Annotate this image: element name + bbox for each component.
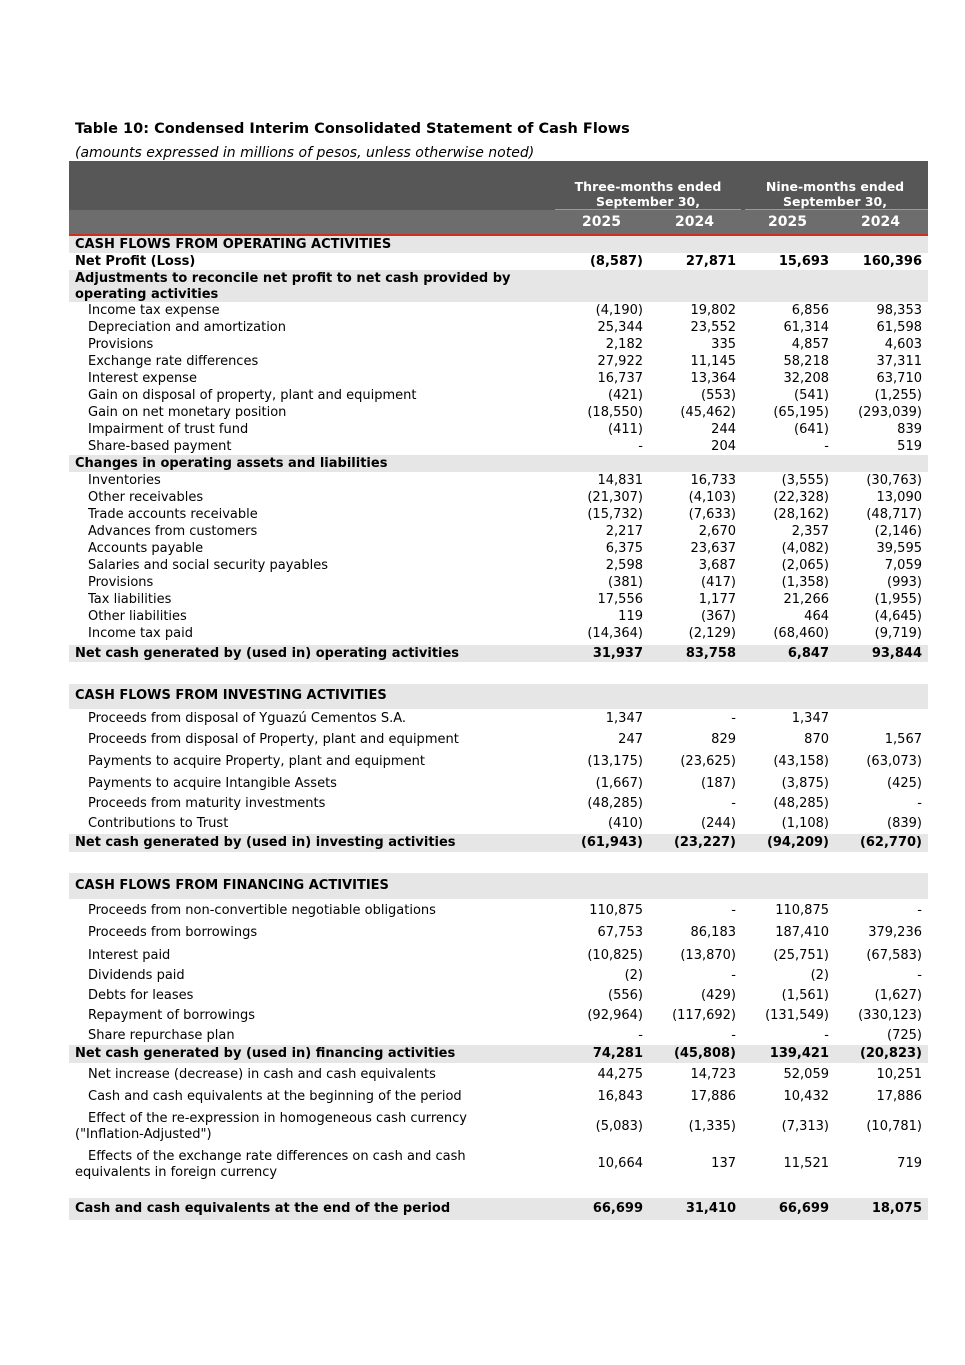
row-value: (3,875) [781, 776, 829, 791]
row-value: (4,103) [688, 490, 736, 505]
row-value: 17,556 [597, 592, 643, 607]
row-value: 13,090 [876, 490, 922, 505]
row-value: 839 [897, 422, 922, 437]
row-value: 2,217 [605, 524, 643, 539]
row-value: - [731, 903, 736, 918]
row-value: 6,856 [791, 303, 829, 318]
row-value: - [917, 968, 922, 983]
row-value: (1,108) [781, 816, 829, 831]
section-header-row [69, 684, 928, 709]
table-header [69, 161, 928, 236]
row-label: Provisions [88, 575, 154, 590]
row-value: 1,347 [605, 711, 643, 726]
table-row [69, 591, 928, 608]
row-value: (839) [887, 816, 922, 831]
row-value: 4,857 [791, 337, 829, 352]
row-label: Other receivables [88, 490, 204, 505]
row-label: Contributions to Trust [88, 816, 229, 831]
row-label: Tax liabilities [88, 592, 172, 607]
row-value: 25,344 [597, 320, 643, 335]
table-subtitle: (amounts expressed in millions of pesos, unless otherwise noted) [75, 145, 535, 161]
row-value: (541) [794, 388, 829, 403]
table-row [69, 709, 928, 729]
row-label: Trade accounts receivable [88, 507, 258, 522]
row-label: Net cash generated by (used in) investing activities [75, 835, 456, 850]
row-value: (9,719) [874, 626, 922, 641]
table-row [69, 302, 928, 319]
row-value: 204 [711, 439, 736, 454]
row-value: - [917, 903, 922, 918]
total-row [69, 1198, 928, 1220]
row-value: 16,737 [597, 371, 643, 386]
row-value: 244 [711, 422, 736, 437]
section-header-row [69, 236, 928, 253]
table-row [69, 506, 928, 523]
row-label: Share repurchase plan [88, 1028, 235, 1043]
table-row [69, 574, 928, 591]
row-value: (187) [701, 776, 736, 791]
table-title: Table 10: Condensed Interim Consolidated Statement of Cash Flows [75, 121, 630, 137]
table-row [69, 253, 928, 270]
row-value: (8,587) [589, 254, 643, 269]
row-value: 11,521 [783, 1156, 829, 1171]
table-row [69, 608, 928, 625]
row-value: (1,335) [688, 1119, 736, 1134]
section-header-row [69, 270, 928, 302]
row-label: Proceeds from maturity investments [88, 796, 326, 811]
row-label: CASH FLOWS FROM INVESTING ACTIVITIES [75, 688, 387, 703]
row-label: Income tax paid [88, 626, 193, 641]
row-value: (65,195) [773, 405, 829, 420]
row-value: (22,328) [773, 490, 829, 505]
row-value: 18,075 [871, 1201, 922, 1216]
row-value: (410) [608, 816, 643, 831]
row-label: Interest paid [88, 948, 171, 963]
row-value: 17,886 [876, 1089, 922, 1104]
table-row [69, 1146, 928, 1182]
row-value: 2,357 [791, 524, 829, 539]
row-value: (63,073) [866, 754, 922, 769]
row-value: 7,059 [884, 558, 922, 573]
row-value: 519 [897, 439, 922, 454]
row-label: Gain on net monetary position [88, 405, 287, 420]
row-value: 719 [897, 1156, 922, 1171]
row-value: (131,549) [765, 1008, 829, 1023]
row-value: 31,410 [685, 1201, 736, 1216]
row-value: 10,664 [597, 1156, 643, 1171]
row-value: 13,364 [690, 371, 736, 386]
row-value: (411) [608, 422, 643, 437]
row-label: Adjustments to reconcile net profit to net cash provided by operating activities [75, 271, 511, 302]
table-row [69, 1007, 928, 1026]
row-value: 335 [711, 337, 736, 352]
row-value: (1,627) [874, 988, 922, 1003]
row-value: 16,733 [690, 473, 736, 488]
row-value: 11,145 [690, 354, 736, 369]
row-label: Gain on disposal of property, plant and equipment [88, 388, 417, 403]
row-value: (94,209) [766, 835, 829, 850]
row-label: Effects of the exchange rate differences on cash and cash equivalents in foreign currency [75, 1149, 466, 1180]
row-value: (18,550) [587, 405, 643, 420]
row-value: 1,567 [884, 732, 922, 747]
row-value: 1,177 [698, 592, 736, 607]
year-header: 2024 [861, 214, 900, 230]
table-row [69, 815, 928, 832]
row-value: 17,886 [690, 1089, 736, 1104]
row-value: 58,218 [783, 354, 829, 369]
row-value: (48,285) [773, 796, 829, 811]
row-value: 52,059 [783, 1067, 829, 1082]
row-value: (30,763) [866, 473, 922, 488]
row-value: 247 [618, 732, 643, 747]
row-value: (367) [701, 609, 736, 624]
row-value: (7,633) [688, 507, 736, 522]
table-row [69, 1110, 928, 1144]
row-value: 137 [711, 1156, 736, 1171]
row-value: 19,802 [690, 303, 736, 318]
row-value: (20,823) [859, 1046, 922, 1061]
row-value: (10,825) [587, 948, 643, 963]
row-value: (2) [624, 968, 643, 983]
section-header-row [69, 455, 928, 472]
row-label: Interest expense [88, 371, 197, 386]
row-label: Payments to acquire Property, plant and equipment [88, 754, 425, 769]
row-value: 2,182 [605, 337, 643, 352]
table-row [69, 336, 928, 353]
row-value: - [731, 1028, 736, 1043]
year-header: 2025 [768, 214, 807, 230]
row-value: (92,964) [587, 1008, 643, 1023]
row-value: 61,598 [876, 320, 922, 335]
row-value: 187,410 [775, 925, 829, 940]
table-row [69, 319, 928, 336]
section-header-row [69, 873, 928, 899]
header-nine-months: Nine-months ended September 30, [765, 179, 905, 209]
row-value: 98,353 [876, 303, 922, 318]
table-row [69, 987, 928, 1006]
row-value: 23,637 [690, 541, 736, 556]
row-value: (641) [794, 422, 829, 437]
row-value: (25,751) [773, 948, 829, 963]
row-value: - [731, 968, 736, 983]
row-value: (381) [608, 575, 643, 590]
table-row [69, 438, 928, 455]
table-row [69, 625, 928, 642]
row-label: Repayment of borrowings [88, 1008, 255, 1023]
table-row [69, 421, 928, 438]
row-label: Income tax expense [88, 303, 220, 318]
row-label: Cash and cash equivalents at the beginning of the period [88, 1089, 462, 1104]
row-value: 110,875 [775, 903, 829, 918]
row-value: (28,162) [773, 507, 829, 522]
row-value: 110,875 [589, 903, 643, 918]
row-value: (14,364) [587, 626, 643, 641]
row-label: Net Profit (Loss) [75, 254, 196, 269]
row-value: 44,275 [597, 1067, 643, 1082]
row-value: 23,552 [690, 320, 736, 335]
table-row [69, 353, 928, 370]
row-value: (4,190) [595, 303, 643, 318]
row-value: (48,285) [587, 796, 643, 811]
row-value: 14,723 [690, 1067, 736, 1082]
row-value: (2,146) [874, 524, 922, 539]
row-value: 10,251 [876, 1067, 922, 1082]
table-row [69, 901, 928, 921]
row-label: Share-based payment [88, 439, 232, 454]
row-label: Net increase (decrease) in cash and cash equivalents [88, 1067, 436, 1082]
row-value: (21,307) [587, 490, 643, 505]
row-label: Net cash generated by (used in) operating activities [75, 646, 460, 661]
row-label: Other liabilities [88, 609, 187, 624]
row-value: 10,432 [783, 1089, 829, 1104]
row-value: 27,922 [597, 354, 643, 369]
table-row [69, 730, 928, 750]
row-value: (293,039) [858, 405, 922, 420]
row-value: (13,175) [587, 754, 643, 769]
row-label: CASH FLOWS FROM FINANCING ACTIVITIES [75, 878, 389, 893]
table-row [69, 523, 928, 540]
year-header: 2025 [582, 214, 621, 230]
row-value: 829 [711, 732, 736, 747]
row-value: (421) [608, 388, 643, 403]
row-value: (1,561) [781, 988, 829, 1003]
total-row [69, 645, 928, 662]
row-value: (45,462) [680, 405, 736, 420]
row-value: (15,732) [587, 507, 643, 522]
total-row [69, 1045, 928, 1063]
row-value: - [824, 439, 829, 454]
table-row [69, 794, 928, 814]
row-value: (62,770) [859, 835, 922, 850]
row-value: (7,313) [781, 1119, 829, 1134]
row-value: - [731, 796, 736, 811]
table-row [69, 472, 928, 489]
row-value: - [638, 1028, 643, 1043]
table-row [69, 404, 928, 421]
table-row [69, 1086, 928, 1108]
row-value: 67,753 [597, 925, 643, 940]
table-row [69, 1027, 928, 1044]
table-row [69, 967, 928, 986]
table-row [69, 774, 928, 794]
table-row [69, 370, 928, 387]
row-value: 2,598 [605, 558, 643, 573]
row-value: (48,717) [866, 507, 922, 522]
row-value: 139,421 [769, 1046, 829, 1061]
row-value: (45,808) [673, 1046, 736, 1061]
row-value: 4,603 [884, 337, 922, 352]
row-value: (4,082) [781, 541, 829, 556]
row-value: (244) [701, 816, 736, 831]
row-value: 63,710 [876, 371, 922, 386]
row-label: Salaries and social security payables [88, 558, 328, 573]
row-value: 27,871 [685, 254, 736, 269]
row-value: (3,555) [781, 473, 829, 488]
row-value: 61,314 [783, 320, 829, 335]
row-value: 37,311 [876, 354, 922, 369]
row-value: (67,583) [866, 948, 922, 963]
row-label: CASH FLOWS FROM OPERATING ACTIVITIES [75, 237, 392, 252]
row-label: Exchange rate differences [88, 354, 259, 369]
row-value: 31,937 [592, 646, 643, 661]
row-value: (330,123) [858, 1008, 922, 1023]
table-row [69, 751, 928, 773]
row-value: 160,396 [862, 254, 922, 269]
row-value: (1,255) [874, 388, 922, 403]
row-label: Cash and cash equivalents at the end of the period [75, 1201, 451, 1216]
row-value: 1,347 [791, 711, 829, 726]
row-value: (13,870) [680, 948, 736, 963]
row-value: - [731, 711, 736, 726]
row-label: Impairment of trust fund [88, 422, 249, 437]
row-label: Provisions [88, 337, 154, 352]
row-value: 6,375 [605, 541, 643, 556]
row-value: 93,844 [871, 646, 922, 661]
row-value: (725) [887, 1028, 922, 1043]
row-value: 74,281 [592, 1046, 643, 1061]
row-label: Inventories [88, 473, 161, 488]
row-label: Net cash generated by (used in) financing activities [75, 1046, 456, 1061]
row-value: 464 [804, 609, 829, 624]
row-value: 66,699 [778, 1201, 829, 1216]
row-label: Effect of the re-expression in homogeneous cash currency ("Inflation-Adjusted") [75, 1111, 467, 1142]
row-label: Proceeds from non-convertible negotiable obligations [88, 903, 436, 918]
row-value: (1,667) [595, 776, 643, 791]
row-value: (2,065) [781, 558, 829, 573]
table-row [69, 946, 928, 966]
row-value: (68,460) [773, 626, 829, 641]
row-value: (1,955) [874, 592, 922, 607]
row-value: (417) [701, 575, 736, 590]
row-value: (43,158) [773, 754, 829, 769]
row-label: Proceeds from disposal of Property, plant and equipment [88, 732, 459, 747]
row-value: 3,687 [698, 558, 736, 573]
row-label: Proceeds from borrowings [88, 925, 258, 940]
row-label: Depreciation and amortization [88, 320, 286, 335]
table-row [69, 922, 928, 944]
row-value: (10,781) [866, 1119, 922, 1134]
row-value: 66,699 [592, 1201, 643, 1216]
row-value: (425) [887, 776, 922, 791]
row-value: 83,758 [685, 646, 736, 661]
row-label: Proceeds from disposal of Yguazú Cementos S.A. [88, 711, 407, 726]
table-row [69, 557, 928, 574]
table-row [69, 1065, 928, 1085]
row-label: Advances from customers [88, 524, 258, 539]
row-label: Accounts payable [88, 541, 204, 556]
row-value: - [824, 1028, 829, 1043]
row-value: (1,358) [781, 575, 829, 590]
table-row [69, 540, 928, 557]
row-label: Payments to acquire Intangible Assets [88, 776, 337, 791]
row-value: (117,692) [672, 1008, 736, 1023]
header-three-months: Three-months ended September 30, [574, 179, 722, 209]
row-value: 870 [804, 732, 829, 747]
row-value: 14,831 [597, 473, 643, 488]
row-value: (2) [810, 968, 829, 983]
row-value: 119 [618, 609, 643, 624]
row-label: Changes in operating assets and liabilities [75, 456, 388, 471]
year-header: 2024 [675, 214, 714, 230]
row-value: 86,183 [690, 925, 736, 940]
row-value: 21,266 [783, 592, 829, 607]
row-value: (556) [608, 988, 643, 1003]
row-value: 6,847 [787, 646, 829, 661]
row-value: (2,129) [688, 626, 736, 641]
table-row [69, 489, 928, 506]
row-value: - [917, 796, 922, 811]
row-value: (61,943) [580, 835, 643, 850]
row-value: 15,693 [778, 254, 829, 269]
total-row [69, 834, 928, 852]
row-value: (993) [887, 575, 922, 590]
row-value: (23,625) [680, 754, 736, 769]
row-value: (4,645) [874, 609, 922, 624]
row-label: Debts for leases [88, 988, 194, 1003]
table-row [69, 387, 928, 404]
row-value: 32,208 [783, 371, 829, 386]
row-value: (5,083) [595, 1119, 643, 1134]
row-value: - [638, 439, 643, 454]
row-value: (553) [701, 388, 736, 403]
row-value: (23,227) [673, 835, 736, 850]
row-value: 379,236 [868, 925, 922, 940]
row-value: 2,670 [698, 524, 736, 539]
row-value: (429) [701, 988, 736, 1003]
row-label: Dividends paid [88, 968, 185, 983]
row-value: 16,843 [597, 1089, 643, 1104]
row-value: 39,595 [876, 541, 922, 556]
